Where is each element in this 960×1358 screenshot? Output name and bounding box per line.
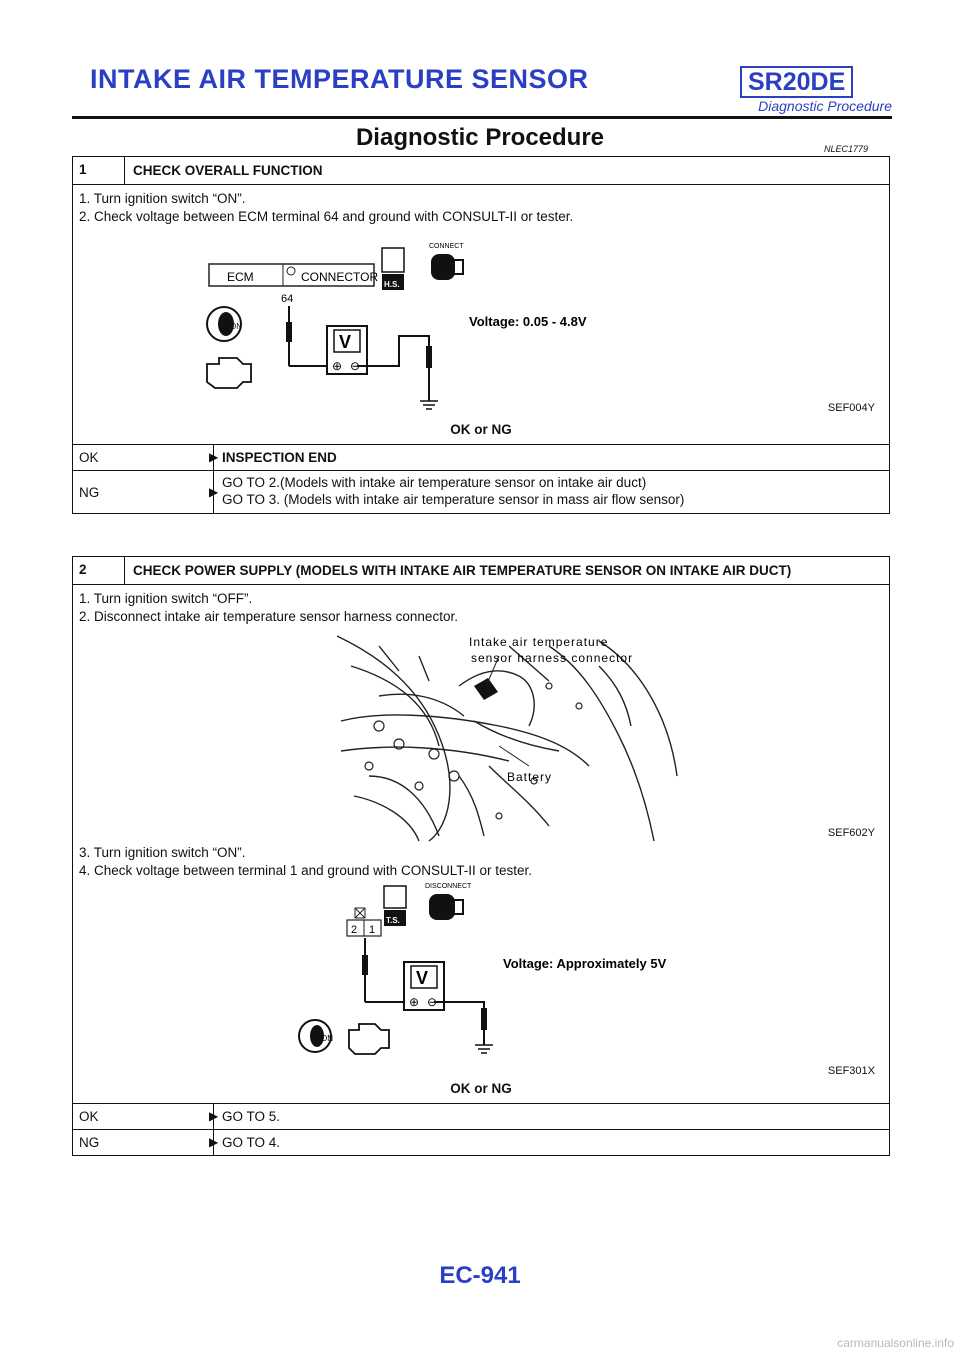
result-action: INSPECTION END: [213, 445, 889, 470]
step-1-body: [73, 185, 889, 445]
result-row-ok: [73, 1104, 889, 1130]
step-2-header: [73, 557, 889, 585]
step-2-body: [73, 585, 889, 1104]
terminal-voltage-diagram: [79, 880, 883, 1080]
result-action: GO TO 4.: [213, 1130, 889, 1155]
figure-id: SEF301X: [827, 1065, 875, 1077]
engine-icon: [349, 1024, 389, 1054]
arrow-icon: ▶: [209, 1109, 219, 1123]
battery-callout: Battery: [507, 770, 553, 784]
header-divider: [72, 116, 892, 119]
tester-icon: [384, 886, 406, 908]
arrow-icon: ▶: [209, 450, 219, 464]
ok-or-ng-label: OK or NG: [450, 422, 512, 437]
sensor-connector-highlight: [474, 678, 498, 700]
connector-callout-line1: Intake air temperature: [469, 635, 609, 649]
result-row-ok: [73, 445, 889, 471]
step-title: CHECK OVERALL FUNCTION: [133, 163, 323, 178]
connect-label: CONNECT: [429, 243, 464, 250]
section-title: Diagnostic Procedure: [355, 124, 605, 151]
step-2-table: [72, 556, 890, 1156]
instruction-line: 4. Check voltage between terminal 1 and ground with CONSULT-II or tester.: [79, 863, 532, 878]
connector-callout-line2: sensor harness connector: [471, 651, 634, 665]
result-label: OK: [79, 450, 99, 465]
step-title: CHECK POWER SUPPLY (MODELS WITH INTAKE AIR TEMPERATURE SENSOR ON INTAKE AIR DUCT): [133, 563, 792, 578]
watermark: carmanualsonline.info: [837, 1336, 954, 1350]
result-action-line: GO TO 3. (Models with intake air temperature sensor in mass air flow sensor): [222, 492, 685, 507]
arrow-icon: ▶: [209, 484, 219, 499]
result-row-ng: [73, 471, 889, 513]
figure-sef301x: [79, 880, 883, 1080]
disconnect-plug-icon: [429, 894, 455, 920]
svg-text:⊕: ⊕: [332, 359, 343, 373]
step-number: 1: [73, 157, 125, 184]
voltage-spec: Voltage: Approximately 5V: [503, 956, 667, 971]
disconnect-label: DISCONNECT: [425, 883, 472, 890]
hs-label: H.S.: [384, 280, 400, 289]
figure-sef004y: [79, 226, 883, 421]
section-reference: NLEC1779: [824, 144, 869, 154]
voltmeter-symbol: V: [416, 968, 429, 988]
ignition-on-label: ON: [321, 1034, 333, 1043]
svg-text:⊖: ⊖: [427, 995, 438, 1009]
figure-id: SEF602Y: [827, 827, 875, 839]
connector-label: CONNECTOR: [301, 270, 379, 284]
svg-text:⊖: ⊖: [350, 359, 361, 373]
instruction-line: 1. Turn ignition switch “ON”.: [79, 191, 246, 206]
ecm-voltage-diagram: [79, 226, 883, 421]
result-label: NG: [79, 484, 100, 500]
pin-1: 1: [369, 924, 376, 936]
page-number: EC-941: [439, 1262, 521, 1289]
svg-text:⊕: ⊕: [409, 995, 420, 1009]
instruction-line: 3. Turn ignition switch “ON”.: [79, 845, 246, 860]
ecm-label: ECM: [227, 270, 254, 284]
step-1-table: [72, 156, 890, 514]
consult-icon: [382, 248, 404, 272]
step-1-header: [73, 157, 889, 185]
terminal-number: 64: [281, 293, 294, 305]
ts-label: T.S.: [386, 916, 400, 925]
result-label: NG: [79, 1135, 100, 1150]
instruction-line: 2. Disconnect intake air temperature sensor harness connector.: [79, 609, 458, 624]
pin-2: 2: [351, 924, 358, 936]
step-number: 2: [73, 557, 125, 584]
result-label: OK: [79, 1109, 99, 1124]
engine-code-badge: SR20DE: [740, 66, 853, 98]
figure-sef602y: [79, 626, 883, 844]
connect-plug-icon: [431, 254, 455, 280]
figure-id: SEF004Y: [827, 402, 875, 414]
result-row-ng: [73, 1130, 889, 1155]
arrow-icon: ▶: [209, 1135, 219, 1149]
instruction-line: 2. Check voltage between ECM terminal 64 and ground with CONSULT-II or tester.: [79, 209, 574, 224]
voltage-spec: Voltage: 0.05 - 4.8V: [469, 314, 587, 329]
result-action: GO TO 5.: [213, 1104, 889, 1129]
engine-icon: [207, 358, 251, 388]
instruction-line: 1. Turn ignition switch “OFF”.: [79, 591, 253, 606]
ok-or-ng-label: OK or NG: [450, 1081, 512, 1096]
ignition-on-label: ON: [230, 322, 242, 331]
engine-bay-illustration: [79, 626, 883, 844]
page-header-title: INTAKE AIR TEMPERATURE SENSOR: [90, 64, 589, 94]
result-action: [213, 471, 889, 513]
voltmeter-symbol: V: [339, 332, 352, 352]
result-action-line: GO TO 2.(Models with intake air temperature sensor on intake air duct): [222, 475, 647, 490]
page-header-subtitle: Diagnostic Procedure: [758, 98, 892, 114]
